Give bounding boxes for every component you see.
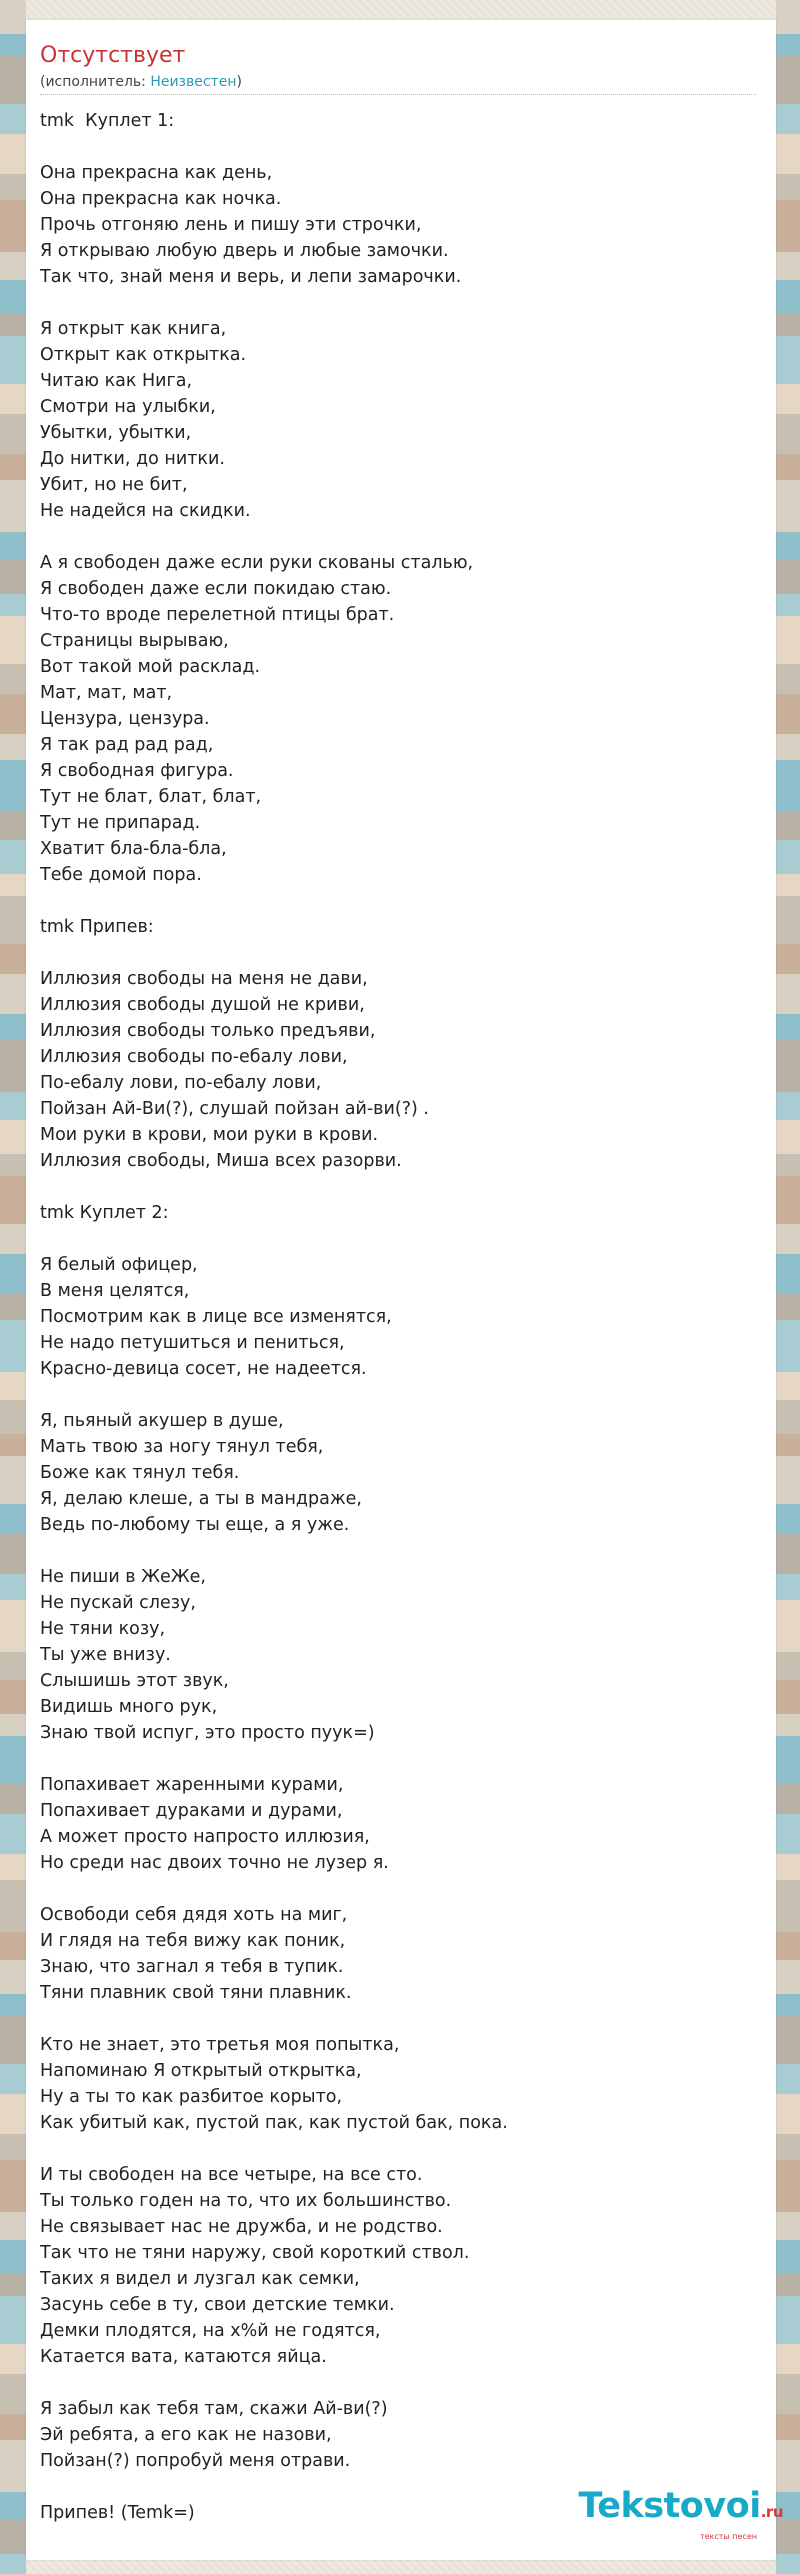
stripe-band bbox=[0, 1456, 26, 1504]
lyric-line: Знаю, что загнал я тебя в тупик. bbox=[40, 1957, 344, 1977]
stripe-band bbox=[0, 1994, 26, 2016]
lyric-line: Так что не тяни наружу, свой короткий ствол. bbox=[40, 2243, 470, 2263]
performer-suffix: ) bbox=[236, 74, 242, 90]
lyric-line: Мат, мат, мат, bbox=[40, 683, 173, 703]
stripe-band bbox=[0, 174, 26, 200]
stripe-band bbox=[0, 252, 26, 280]
stripe-band bbox=[0, 2274, 26, 2296]
lyric-line: Знаю твой испуг, это просто пуук=) bbox=[40, 1723, 375, 1743]
lyric-line: Тебе домой пора. bbox=[40, 865, 202, 885]
stripe-band bbox=[776, 384, 800, 414]
lyric-line: Таких я видел и лузгал как семки, bbox=[40, 2269, 360, 2289]
lyric-line: Я, делаю клеше, а ты в мандраже, bbox=[40, 1489, 362, 1509]
lyric-line: Припев! (Temk=) bbox=[40, 2503, 195, 2523]
stripe-band bbox=[0, 314, 26, 336]
lyric-line: Я, пьяный акушер в душе, bbox=[40, 1411, 284, 1431]
stripe-band bbox=[0, 2016, 26, 2064]
stripe-band bbox=[776, 760, 800, 812]
stripe-band bbox=[776, 1254, 800, 1294]
stripe-band bbox=[776, 2212, 800, 2240]
stripe-band bbox=[0, 1154, 26, 1176]
stripe-band bbox=[776, 2440, 800, 2492]
stripe-band bbox=[776, 2344, 800, 2374]
lyric-line: Напоминаю Я открытый открытка, bbox=[40, 2061, 362, 2081]
stripe-band bbox=[776, 454, 800, 480]
stripe-band bbox=[776, 2064, 800, 2094]
stanza-gap bbox=[40, 940, 756, 966]
stripe-band bbox=[0, 694, 26, 734]
stripe-band bbox=[776, 1600, 800, 1652]
stanza-gap bbox=[40, 2370, 756, 2396]
stripe-band bbox=[776, 1784, 800, 1814]
stripe-band bbox=[776, 314, 800, 336]
stripe-band bbox=[0, 34, 26, 56]
stripe-band bbox=[0, 134, 26, 174]
lyric-line: Мои руки в крови, мои руки в крови. bbox=[40, 1125, 379, 1145]
stripe-band bbox=[0, 480, 26, 532]
stripe-band bbox=[0, 56, 26, 104]
stanza-gap bbox=[40, 1538, 756, 1564]
stanza-gap bbox=[40, 888, 756, 914]
lyric-line: А может просто напросто иллюзия, bbox=[40, 1827, 370, 1847]
stripe-band bbox=[0, 336, 26, 384]
stripe-band bbox=[0, 812, 26, 840]
stripe-band bbox=[776, 1372, 800, 1400]
stripe-band bbox=[0, 1320, 26, 1372]
lyric-line: Красно-девица сосет, не надеется. bbox=[40, 1359, 367, 1379]
lyric-line: tmk Припев: bbox=[40, 917, 154, 937]
stripe-band bbox=[0, 1736, 26, 1784]
stripe-band bbox=[0, 1932, 26, 1960]
stripe-band bbox=[0, 1254, 26, 1294]
stripe-band bbox=[0, 734, 26, 760]
stripe-band bbox=[0, 1014, 26, 1040]
logo-tld: .ru bbox=[760, 2503, 783, 2521]
stanza-gap bbox=[40, 1876, 756, 1902]
lyric-line: Боже как тянул тебя. bbox=[40, 1463, 240, 1483]
lyric-line: По-ебалу лови, по-ебалу лови, bbox=[40, 1073, 322, 1093]
stripe-band bbox=[776, 34, 800, 56]
stripe-band bbox=[776, 252, 800, 280]
lyric-line: И ты свободен на все четыре, на все сто. bbox=[40, 2165, 423, 2185]
stripe-band bbox=[776, 56, 800, 104]
lyric-line: Не тяни козу, bbox=[40, 1619, 166, 1639]
stripe-band bbox=[0, 944, 26, 974]
stripe-band bbox=[776, 280, 800, 314]
stripe-band bbox=[776, 1120, 800, 1154]
lyric-line: Не пиши в ЖеЖе, bbox=[40, 1567, 206, 1587]
stripe-band bbox=[0, 1714, 26, 1736]
stripe-band bbox=[776, 1534, 800, 1574]
lyric-line: Иллюзия свободы на меня не дави, bbox=[40, 969, 368, 989]
lyric-line: Пойзан Ай-Ви(?), слушай пойзан ай-ви(?) . bbox=[40, 1099, 429, 1119]
lyric-line: Не надейся на скидки. bbox=[40, 501, 251, 521]
stripe-band bbox=[0, 414, 26, 454]
stripe-band bbox=[776, 1854, 800, 1880]
stripe-band bbox=[776, 1224, 800, 1254]
stripe-band bbox=[776, 1504, 800, 1534]
stripe-band bbox=[776, 1154, 800, 1176]
stripe-band bbox=[776, 1040, 800, 1092]
lyric-line: Кто не знает, это третья моя попытка, bbox=[40, 2035, 400, 2055]
lyric-line: До нитки, до нитки. bbox=[40, 449, 225, 469]
lyric-line: Мать твою за ногу тянул тебя, bbox=[40, 1437, 324, 1457]
lyric-line: А я свободен даже если руки скованы сталью, bbox=[40, 553, 474, 573]
lyric-line: Демки плодятся, на х%й не годятся, bbox=[40, 2321, 381, 2341]
stripe-band bbox=[776, 104, 800, 134]
stripe-band bbox=[0, 874, 26, 896]
stripe-band bbox=[0, 1120, 26, 1154]
lyric-line: Не пускай слезу, bbox=[40, 1593, 196, 1613]
stripe-band bbox=[776, 532, 800, 560]
stripe-band bbox=[0, 104, 26, 134]
stripe-band bbox=[0, 1960, 26, 1994]
lyric-line: Тут не припарад. bbox=[40, 813, 201, 833]
lyric-line: Освободи себя дядя хоть на миг, bbox=[40, 1905, 348, 1925]
lyric-line: Открыт как открытка. bbox=[40, 345, 247, 365]
stanza-gap bbox=[40, 524, 756, 550]
stripe-band bbox=[0, 1092, 26, 1120]
stripe-band bbox=[0, 1534, 26, 1574]
logo-name: Tekstovoi bbox=[578, 2486, 761, 2526]
lyric-line: Катается вата, катаются яйца. bbox=[40, 2347, 327, 2367]
stripe-band bbox=[0, 840, 26, 874]
logo-tagline: тексты песен bbox=[699, 2532, 757, 2541]
stripe-band bbox=[776, 664, 800, 694]
lyric-line: Но среди нас двоих точно не лузер я. bbox=[40, 1853, 389, 1873]
stripe-band bbox=[776, 1574, 800, 1600]
lyric-line: Ведь по-любому ты еще, а я уже. bbox=[40, 1515, 350, 1535]
lyric-line: Слышишь этот звук, bbox=[40, 1671, 229, 1691]
stripe-band bbox=[776, 1932, 800, 1960]
stripe-band bbox=[0, 1652, 26, 1680]
lyric-line: Ты уже внизу. bbox=[40, 1645, 171, 1665]
stripe-band bbox=[776, 1294, 800, 1320]
stripe-band bbox=[0, 1854, 26, 1880]
stripe-band bbox=[0, 2374, 26, 2414]
stripe-band bbox=[0, 2492, 26, 2520]
lyric-line: Страницы вырываю, bbox=[40, 631, 229, 651]
stripe-band bbox=[776, 2240, 800, 2274]
lyric-line: Цензура, цензура. bbox=[40, 709, 210, 729]
lyric-line: Иллюзия свободы только предъяви, bbox=[40, 1021, 376, 1041]
lyric-line: Иллюзия свободы по-ебалу лови, bbox=[40, 1047, 348, 1067]
lyric-line: Прочь отгоняю лень и пишу эти строчки, bbox=[40, 215, 422, 235]
stripe-band bbox=[0, 2064, 26, 2094]
stanza-gap bbox=[40, 1382, 756, 1408]
lyric-line: tmk Куплет 1: bbox=[40, 111, 175, 131]
stripe-band bbox=[776, 1680, 800, 1714]
stripe-band bbox=[776, 1092, 800, 1120]
lyric-line: Я открываю любую дверь и любые замочки. bbox=[40, 241, 449, 261]
lyric-line: Как убитый как, пустой пак, как пустой бак, пока. bbox=[40, 2113, 508, 2133]
lyric-line: Засунь себе в ту, свои детские темки. bbox=[40, 2295, 395, 2315]
stripe-band bbox=[776, 1714, 800, 1736]
lyric-line: Эй ребята, а его как не назови, bbox=[40, 2425, 332, 2445]
lyric-line: Я так рад рад рад, bbox=[40, 735, 214, 755]
stripe-band bbox=[0, 1600, 26, 1652]
lyric-line: Я открыт как книга, bbox=[40, 319, 227, 339]
stripe-band bbox=[776, 480, 800, 532]
stripe-band bbox=[776, 616, 800, 664]
stripe-band bbox=[776, 1994, 800, 2016]
stripe-band bbox=[0, 560, 26, 594]
lyric-line: Тут не блат, блат, блат, bbox=[40, 787, 262, 807]
stripe-band bbox=[0, 1434, 26, 1456]
stanza-gap bbox=[40, 1174, 756, 1200]
performer-prefix: (исполнитель: bbox=[40, 74, 151, 90]
stripe-band bbox=[776, 2016, 800, 2064]
stripe-band bbox=[0, 1504, 26, 1534]
stripe-band bbox=[776, 134, 800, 174]
lyrics-card bbox=[26, 20, 776, 2560]
stripe-band bbox=[0, 1372, 26, 1400]
stripe-band bbox=[776, 1176, 800, 1224]
stripe-band bbox=[776, 414, 800, 454]
stripe-band bbox=[776, 944, 800, 974]
stripe-band bbox=[0, 2344, 26, 2374]
performer-link[interactable]: Неизвестен bbox=[150, 74, 237, 90]
stripe-band bbox=[0, 532, 26, 560]
stripe-band bbox=[0, 200, 26, 252]
lyric-line: Я белый офицер, bbox=[40, 1255, 198, 1275]
stripe-band bbox=[0, 1680, 26, 1714]
stripe-band bbox=[0, 1880, 26, 1932]
lyric-line: Посмотрим как в лице все изменятся, bbox=[40, 1307, 392, 1327]
stripe-band bbox=[0, 594, 26, 616]
stripe-band bbox=[0, 896, 26, 944]
header-divider bbox=[40, 94, 756, 95]
stripe-band bbox=[0, 2296, 26, 2344]
stanza-gap bbox=[40, 2136, 756, 2162]
stripe-band bbox=[776, 174, 800, 200]
stripe-band bbox=[776, 1456, 800, 1504]
stripe-band bbox=[776, 2374, 800, 2414]
lyric-line: Так что, знай меня и верь, и лепи замарочки. bbox=[40, 267, 462, 287]
stripe-band bbox=[776, 840, 800, 874]
stripe-band bbox=[0, 616, 26, 664]
stripe-band bbox=[0, 1574, 26, 1600]
stripe-band bbox=[776, 336, 800, 384]
stripe-band bbox=[0, 2212, 26, 2240]
lyric-line: tmk Куплет 2: bbox=[40, 1203, 169, 1223]
stripe-band bbox=[0, 2160, 26, 2212]
stripe-band bbox=[776, 2094, 800, 2134]
stanza-gap bbox=[40, 134, 756, 160]
stripe-band bbox=[776, 2274, 800, 2296]
lyrics-text bbox=[40, 108, 756, 2526]
stripe-band bbox=[0, 664, 26, 694]
stripe-band bbox=[0, 2134, 26, 2160]
lyric-line: Видишь много рук, bbox=[40, 1697, 218, 1717]
stripe-band bbox=[776, 594, 800, 616]
stripe-band bbox=[0, 1814, 26, 1854]
stripe-band bbox=[776, 1320, 800, 1372]
stripe-band bbox=[0, 0, 26, 34]
stripe-band bbox=[776, 560, 800, 594]
stripe-band bbox=[776, 1434, 800, 1456]
stripe-band bbox=[776, 1400, 800, 1434]
stripe-band bbox=[776, 2160, 800, 2212]
lyric-line: Хватит бла-бла-бла, bbox=[40, 839, 227, 859]
stripe-band bbox=[776, 200, 800, 252]
stripe-band bbox=[0, 760, 26, 812]
stripe-band bbox=[0, 454, 26, 480]
stripe-band bbox=[0, 974, 26, 1014]
stripe-band bbox=[0, 2520, 26, 2554]
stripe-band bbox=[776, 1960, 800, 1994]
stanza-gap bbox=[40, 2006, 756, 2032]
stripe-band bbox=[776, 734, 800, 760]
lyric-line: Она прекрасна как ночка. bbox=[40, 189, 282, 209]
lyric-line: Ну а ты то как разбитое корыто, bbox=[40, 2087, 343, 2107]
lyric-line: Убытки, убытки, bbox=[40, 423, 192, 443]
lyric-line: Убит, но не бит, bbox=[40, 475, 188, 495]
lyric-line: Вот такой мой расклад. bbox=[40, 657, 261, 677]
lyric-line: И глядя на тебя вижу как поник, bbox=[40, 1931, 346, 1951]
lyric-line: Не надо петушиться и пениться, bbox=[40, 1333, 345, 1353]
lyric-line: Я свободен даже если покидаю стаю. bbox=[40, 579, 392, 599]
stripe-band bbox=[776, 1814, 800, 1854]
stripe-band bbox=[776, 874, 800, 896]
lyric-line: Она прекрасна как день, bbox=[40, 163, 273, 183]
song-title: Отсутствует bbox=[40, 43, 186, 68]
stripe-band bbox=[776, 0, 800, 34]
stripe-band bbox=[0, 1224, 26, 1254]
lyric-line: Ты только годен на то, что их большинство. bbox=[40, 2191, 452, 2211]
stripe-band bbox=[776, 694, 800, 734]
lyric-line: Я забыл как тебя там, скажи Ай-ви(?) bbox=[40, 2399, 388, 2419]
stripe-band bbox=[776, 2296, 800, 2344]
lyric-line: Не связывает нас не дружба, и не родство. bbox=[40, 2217, 443, 2237]
stripe-band bbox=[0, 1040, 26, 1092]
lyric-line: Что-то вроде перелетной птицы брат. bbox=[40, 605, 395, 625]
stripe-band bbox=[776, 974, 800, 1014]
stripe-band bbox=[0, 2094, 26, 2134]
stripe-band bbox=[776, 896, 800, 944]
stripe-band bbox=[0, 2414, 26, 2440]
stripe-band bbox=[776, 1736, 800, 1784]
lyric-line: Иллюзия свободы, Миша всех разорви. bbox=[40, 1151, 402, 1171]
stripe-band bbox=[776, 2554, 800, 2574]
stripe-band bbox=[0, 2240, 26, 2274]
lyric-line: Попахивает дураками и дурами, bbox=[40, 1801, 343, 1821]
stanza-gap bbox=[40, 1226, 756, 1252]
stanza-gap bbox=[40, 290, 756, 316]
stripe-band bbox=[0, 384, 26, 414]
stripe-band bbox=[776, 1652, 800, 1680]
stripe-band bbox=[776, 1014, 800, 1040]
stripe-band bbox=[776, 2414, 800, 2440]
lyric-line: В меня целятся, bbox=[40, 1281, 190, 1301]
lyric-line: Я свободная фигура. bbox=[40, 761, 234, 781]
stripe-band bbox=[0, 1400, 26, 1434]
lyric-line: Пойзан(?) попробуй меня отрави. bbox=[40, 2451, 351, 2471]
performer-line bbox=[40, 72, 242, 92]
stripe-band bbox=[776, 2134, 800, 2160]
lyric-line: Тяни плавник свой тяни плавник. bbox=[40, 1983, 352, 2003]
site-logo[interactable] bbox=[543, 2486, 783, 2548]
lyric-line: Читаю как Нига, bbox=[40, 371, 193, 391]
stripe-band bbox=[0, 1176, 26, 1224]
stripe-band bbox=[0, 1294, 26, 1320]
stanza-gap bbox=[40, 1746, 756, 1772]
stripe-band bbox=[0, 2554, 26, 2574]
stripe-band bbox=[0, 1784, 26, 1814]
stripe-band bbox=[0, 2440, 26, 2492]
lyric-line: Смотри на улыбки, bbox=[40, 397, 216, 417]
stripe-band bbox=[776, 812, 800, 840]
lyric-line: Попахивает жаренными курами, bbox=[40, 1775, 344, 1795]
stripe-band bbox=[776, 1880, 800, 1932]
stripe-band bbox=[0, 280, 26, 314]
lyric-line: Иллюзия свободы душой не криви, bbox=[40, 995, 365, 1015]
